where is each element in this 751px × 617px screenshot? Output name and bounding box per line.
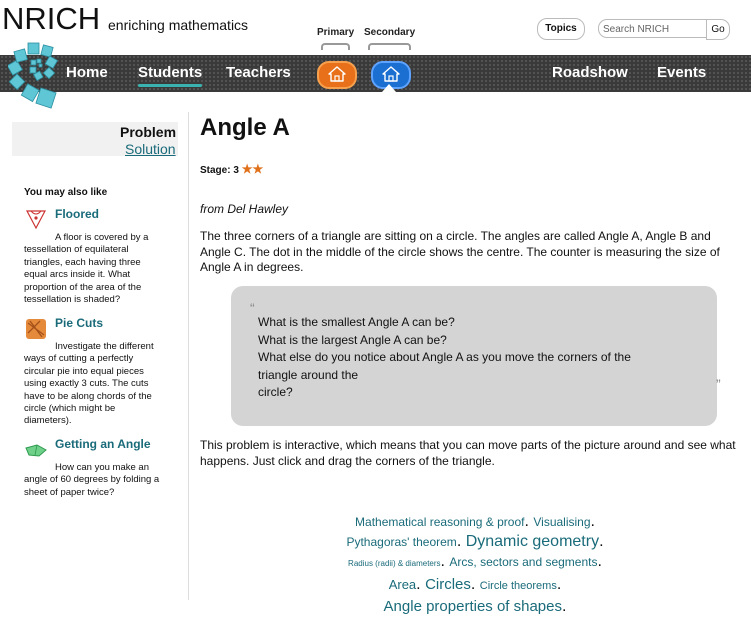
site-logo[interactable]: NRICH [2, 1, 101, 36]
nav-teachers[interactable]: Teachers [226, 64, 291, 81]
related-floored-link[interactable]: Floored [55, 207, 99, 221]
tag-link[interactable]: Circle theorems [479, 580, 557, 592]
tag-link[interactable]: Circles [425, 576, 471, 593]
tag-link[interactable]: Angle properties of shapes [383, 598, 562, 615]
stage-label: Stage: 3 [200, 165, 239, 176]
related-pie-cuts-desc: Investigate the different ways of cutting a perfectly circular pie into equal pieces using exactly 3 cuts. The cuts have to be along chords of the circle (which might be diameters). [24, 341, 154, 427]
go-button[interactable]: Go [706, 19, 730, 40]
triangle-tessellation-icon[interactable] [25, 208, 47, 230]
search-input[interactable]: Search NRICH [598, 19, 707, 38]
tag-link[interactable]: Area [388, 577, 417, 592]
pie-icon[interactable] [25, 318, 47, 340]
question-line: What else do you notice about Angle A as you move the corners of the [258, 350, 631, 364]
question-line: What is the smallest Angle A can be? [258, 315, 455, 329]
primary-bracket [321, 43, 350, 50]
nrich-spiral-logo-icon[interactable] [8, 40, 60, 112]
nav-events[interactable]: Events [657, 64, 707, 81]
question-line: triangle around the [258, 367, 359, 382]
tab-problem[interactable]: Problem [120, 124, 177, 140]
quote-close-mark: ” [716, 376, 721, 392]
topics-button[interactable]: Topics [537, 18, 585, 40]
stage-stars: ★★ [241, 162, 264, 176]
related-pie-cuts-link[interactable]: Pie Cuts [55, 316, 104, 330]
tag-link[interactable]: Dynamic geometry [465, 533, 600, 550]
related-getting-an-angle-desc: How can you make an angle of 60 degrees by folding a sheet of paper twice? [24, 462, 160, 498]
tab-solution[interactable]: Solution [125, 141, 176, 157]
folded-paper-icon[interactable] [25, 440, 47, 462]
interactive-note: This problem is interactive, which means that you can move parts of the picture around and see what happens. Just click and drag the corners of the triangle. [200, 438, 736, 468]
intro-paragraph: The three corners of a triangle are sitting on a circle. The angles are called Angle A, Angle B and Angle C. The dot in the middle of the circle shows the centre. The counter is measuring the size of Angle A in degrees. [200, 229, 720, 275]
related-getting-an-angle-link[interactable]: Getting an Angle [55, 437, 151, 451]
nav-home[interactable]: Home [66, 64, 108, 81]
tag-link[interactable]: Pythagoras' theorem [346, 535, 457, 549]
primary-home-button[interactable] [317, 61, 357, 89]
primary-stage-label[interactable] [317, 27, 354, 38]
tag-link[interactable]: Arcs, sectors and segments [449, 555, 598, 569]
question-list [258, 314, 678, 402]
nav-roadshow[interactable]: Roadshow [552, 64, 628, 81]
primary-home-icon [328, 66, 346, 82]
nav-students[interactable] [138, 64, 202, 81]
page-title: Angle A [200, 114, 290, 141]
active-tab-underline [138, 84, 202, 87]
primary-label-text: Primary [317, 27, 355, 38]
question-line: circle? [258, 385, 293, 399]
topic-tag-cloud: Mathematical reasoning & proof. Visualising. Pythagoras' theorem. Dynamic geometry. Radius (radii) & diameters. Arcs, sectors and segments. Area. Circles. Circle theorems. Angle properties of shapes. [346, 513, 604, 615]
author-credit: from Del Hawley [200, 202, 289, 216]
nav-students-label: Students [138, 64, 203, 81]
secondary-bracket [368, 43, 411, 50]
tag-link[interactable]: Visualising [533, 515, 591, 529]
tag-link[interactable]: Radius (radii) & diameters [348, 559, 441, 568]
secondary-stage-label[interactable] [364, 27, 415, 38]
secondary-label-text: Secondary [364, 27, 416, 38]
stage-indicator [200, 162, 263, 176]
question-line: What is the largest Angle A can be? [258, 332, 447, 347]
related-floored-desc: A floor is covered by a tessellation of equilateral triangles, each having three equal arcs inside it. What proportion of the area of the tessellation is shaded? [24, 232, 149, 306]
active-stage-caret [382, 84, 396, 92]
main-navbar [0, 55, 751, 92]
tag-link[interactable]: Mathematical reasoning & proof [355, 515, 525, 529]
quote-open-mark: “ [250, 300, 255, 316]
sidebar-divider [188, 112, 189, 600]
also-like-heading: You may also like [24, 187, 108, 198]
secondary-home-icon [382, 66, 400, 82]
site-tagline: enriching mathematics [108, 17, 249, 33]
